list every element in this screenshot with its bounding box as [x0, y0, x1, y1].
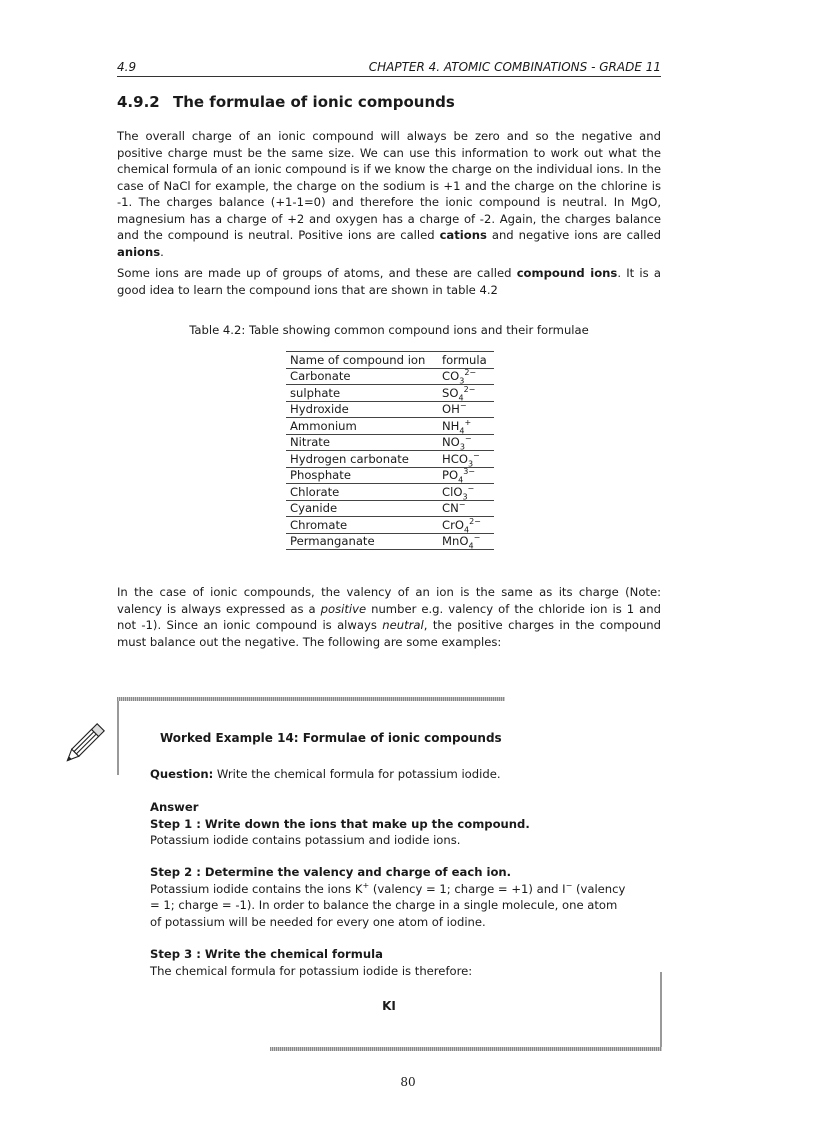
example-step3 — [150, 946, 630, 979]
header-chapter-title: CHAPTER 4. ATOMIC COMBINATIONS - GRADE 11 — [368, 60, 661, 74]
ion-formula: $NO_3^-$ — [438, 434, 494, 451]
ion-formula: $CO_3^{2-}$ — [438, 368, 494, 385]
table-caption: Table 4.2: Table showing common compound ions and their formulae — [189, 323, 589, 337]
ion-name: Carbonate — [286, 368, 438, 385]
ion-name: sulphate — [286, 385, 438, 402]
ion-formula: OH− — [438, 401, 494, 418]
paragraph-text: In the case of ionic compounds, the valency of an ion is the same as its charge (Note: valency is always expressed as a — [117, 585, 661, 616]
ion-name: Ammonium — [286, 418, 438, 435]
example-question — [150, 766, 630, 783]
step3-title: Step 3 : Write the chemical formula — [150, 947, 383, 961]
question-label: Question: — [150, 767, 214, 781]
example-step2 — [150, 864, 630, 930]
table-header-row — [286, 352, 494, 369]
table-row — [286, 385, 494, 402]
header-formula: formula — [438, 352, 494, 369]
running-header — [117, 60, 661, 77]
example-frame-top — [117, 697, 505, 701]
section-number: 4.9.2 — [117, 93, 160, 111]
page-number: 80 — [400, 1075, 416, 1089]
table-row — [286, 517, 494, 534]
paragraph-valency — [117, 584, 661, 650]
term-cations: cations — [439, 228, 487, 242]
paragraph-text: , the positive charges in the compound must balance out the negative. The following are some examples: — [117, 618, 661, 649]
ion-formula: $HCO_3^-$ — [438, 451, 494, 468]
step2-title: Step 2 : Determine the valency and charge of each ion. — [150, 865, 512, 879]
ion-name: Hydrogen carbonate — [286, 451, 438, 468]
table-row — [286, 434, 494, 451]
paragraph-text: number e.g. valency of the chloride ion is 1 and not -1). Since an ionic compound is always — [117, 601, 661, 632]
header-name: Name of compound ion — [286, 352, 438, 369]
step2-text: Potassium iodide contains the ions K+ (valency = 1; charge = +1) and I− (valency = 1; charge = -1). In order to balance the charge in a single molecule, one atom of potassium will be needed for every one atom of iodine. — [150, 880, 626, 929]
ion-name: Hydroxide — [286, 401, 438, 418]
ion-name: Phosphate — [286, 467, 438, 484]
emphasis-positive: positive — [320, 601, 367, 616]
example-frame-left — [117, 701, 119, 775]
paragraph-text: Some ions are made up of groups of atoms, and these are called — [117, 266, 517, 280]
table-row — [286, 451, 494, 468]
pencil-icon — [60, 722, 106, 768]
table-row — [286, 401, 494, 418]
ion-formula: CN− — [438, 500, 494, 517]
paragraph-compound-ions — [117, 265, 661, 298]
paragraph-text: . — [160, 244, 164, 259]
compound-ions-table — [286, 351, 494, 550]
paragraph-text: The overall charge of an ionic compound will always be zero and so the negative and positive charge must be the same size. We can use this information to work out what the chemical formula of an ionic compound is if we know the charge on the individual ions. In the case of NaCl for example, the charge on the sodium is +1 and the charge on the chlorine is -1. The charges balance (+1-1=0) and therefore the ionic compound is neutral. In MgO, magnesium has a charge of +2 and oxygen has a charge of -2. Again, the charges balance and the compound is neutral. Positive ions are called — [117, 129, 661, 242]
section-title: The formulae of ionic compounds — [173, 93, 455, 111]
example-frame-bottom — [270, 1047, 662, 1051]
ion-formula: CrO$_4^{2-}$ — [438, 517, 494, 534]
ion-name: Nitrate — [286, 434, 438, 451]
term-compound-ions: compound ions — [516, 266, 618, 280]
paragraph-text: . It is a good idea to learn the compound ions that are shown in table 4.2 — [117, 266, 661, 297]
question-text: Write the chemical formula for potassium iodide. — [213, 767, 501, 781]
table-row — [286, 500, 494, 517]
step1-title: Step 1 : Write down the ions that make up the compound. — [150, 816, 530, 831]
ion-formula: ClO$_3$− — [438, 484, 494, 501]
step3-text: The chemical formula for potassium iodide is therefore: — [150, 963, 473, 978]
ion-formula: $NH_4^+$ — [438, 418, 494, 435]
table-row — [286, 368, 494, 385]
ion-name: Permanganate — [286, 533, 438, 550]
section-heading — [117, 93, 455, 111]
paragraph-text: and negative ions are called — [486, 228, 661, 242]
ion-name: Chromate — [286, 517, 438, 534]
answer-label: Answer — [150, 800, 199, 814]
worked-example-title: Worked Example 14: Formulae of ionic compounds — [160, 731, 502, 745]
table-row — [286, 418, 494, 435]
table-row — [286, 484, 494, 501]
step1-text: Potassium iodide contains potassium and iodide ions. — [150, 833, 461, 847]
ion-name: Chlorate — [286, 484, 438, 501]
paragraph-ionic-charge — [117, 128, 661, 260]
ion-name: Cyanide — [286, 500, 438, 517]
table-row — [286, 467, 494, 484]
example-answer-step1 — [150, 799, 630, 849]
term-anions: anions — [117, 244, 161, 259]
ion-formula: $SO_4^{2-}$ — [438, 385, 494, 402]
ion-formula: $PO_4^{3-}$ — [438, 467, 494, 484]
table-row — [286, 533, 494, 550]
ion-formula: MnO$_4$− — [438, 533, 494, 550]
header-section-number: 4.9 — [117, 60, 137, 74]
result-formula: KI — [382, 999, 396, 1013]
emphasis-neutral: neutral — [382, 618, 424, 632]
